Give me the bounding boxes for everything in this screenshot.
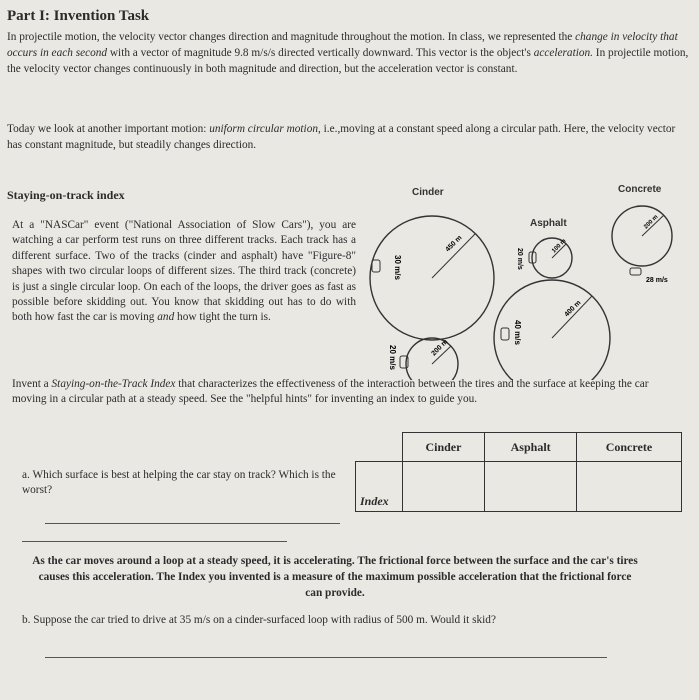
page-title: Part I: Invention Task xyxy=(7,8,150,24)
car-icon xyxy=(501,328,509,340)
acceleration-paragraph: As the car moves around a loop at a steady speed, it is accelerating. The frictional force between the surface and the car's tires causes this acceleration. The Index you invented is a measure of the maximum possible acceleration that the frictional force can provide. xyxy=(32,555,638,599)
asphalt-large-radius-line xyxy=(552,296,592,338)
car-icon xyxy=(372,260,380,272)
question-b: b. Suppose the car tried to drive at 35 m/s on a cinder-surfaced loop with radius of 500 m. Would it skid? xyxy=(22,614,496,626)
cinder-large-speed: 30 m/s xyxy=(393,255,402,280)
asphalt-label: Asphalt xyxy=(530,218,567,229)
answer-line-a2[interactable] xyxy=(22,541,287,542)
intro-paragraph-projectile: In projectile motion, the velocity vector changes direction and magnitude throughout the motion. In class, we represented the change in velocity that occurs in each second with a vector of magnitude 9.8 m/s/s directed vertically downward. This vector is the object's acceleration. In projectile motion, the velocity vector changes continuously in both magnitude and direction, but the acceleration vector is constant. xyxy=(7,31,689,75)
concrete-index-cell[interactable] xyxy=(576,462,681,512)
intro-paragraph-circular: Today we look at another important motion: uniform circular motion, i.e.,moving at a constant speed along a circular path. Here, the velocity vector has constant magnitude, but steadily changes direction. xyxy=(7,123,676,151)
asphalt-large-loop xyxy=(494,280,610,380)
table-row-label: Index xyxy=(356,462,403,512)
cinder-small-radius: 200 m xyxy=(430,338,450,358)
concrete-speed: 28 m/s xyxy=(646,277,668,284)
asphalt-small-speed: 20 m/s xyxy=(516,248,523,270)
car-icon xyxy=(630,268,641,275)
table-corner xyxy=(356,433,403,462)
cinder-small-loop xyxy=(406,338,458,380)
cinder-large-radius: 450 m xyxy=(444,234,464,254)
answer-line-b[interactable] xyxy=(45,657,607,658)
asphalt-large-speed: 40 m/s xyxy=(513,320,522,345)
question-a: a. Which surface is best at helping the car stay on track? Which is the worst? xyxy=(22,469,336,497)
cinder-index-cell[interactable] xyxy=(402,462,485,512)
index-table xyxy=(355,432,682,512)
table-header-asphalt: Asphalt xyxy=(485,433,576,462)
cinder-small-speed: 20 m/s xyxy=(388,345,397,370)
concrete-radius: 200 m xyxy=(643,214,660,231)
track-diagram xyxy=(360,180,690,380)
nascar-paragraph: At a "NASCar" event ("National Association of Slow Cars"), you are watching a car perform test runs on three different tracks. Each track has a different surface. Two of the tracks (cinder and asphalt) have "Figure-8" shapes with two circular loops of different sizes. The third track (concrete) is just a single circular loop. On each of the loops, the driver goes as fast as possible before skidding out. You know that skidding out has to do with both how fast the car is moving and how tight the turn is. xyxy=(12,219,356,324)
answer-line-a1[interactable] xyxy=(45,523,340,524)
table-header-concrete: Concrete xyxy=(576,433,681,462)
section-heading: Staying-on-track index xyxy=(7,188,125,202)
asphalt-index-cell[interactable] xyxy=(485,462,576,512)
table-header-cinder: Cinder xyxy=(402,433,485,462)
asphalt-large-radius: 400 m xyxy=(563,299,583,319)
concrete-label: Concrete xyxy=(618,184,662,195)
asphalt-small-radius: 100 m xyxy=(551,238,568,255)
invent-paragraph: Invent a Staying-on-the-Track Index that characterizes the effectiveness of the interaction between the tires and the surface at keeping the car moving in a circular path at a steady speed. See the "helpful hints" for inventing an index to guide you. xyxy=(12,378,649,406)
cinder-label: Cinder xyxy=(412,187,444,198)
